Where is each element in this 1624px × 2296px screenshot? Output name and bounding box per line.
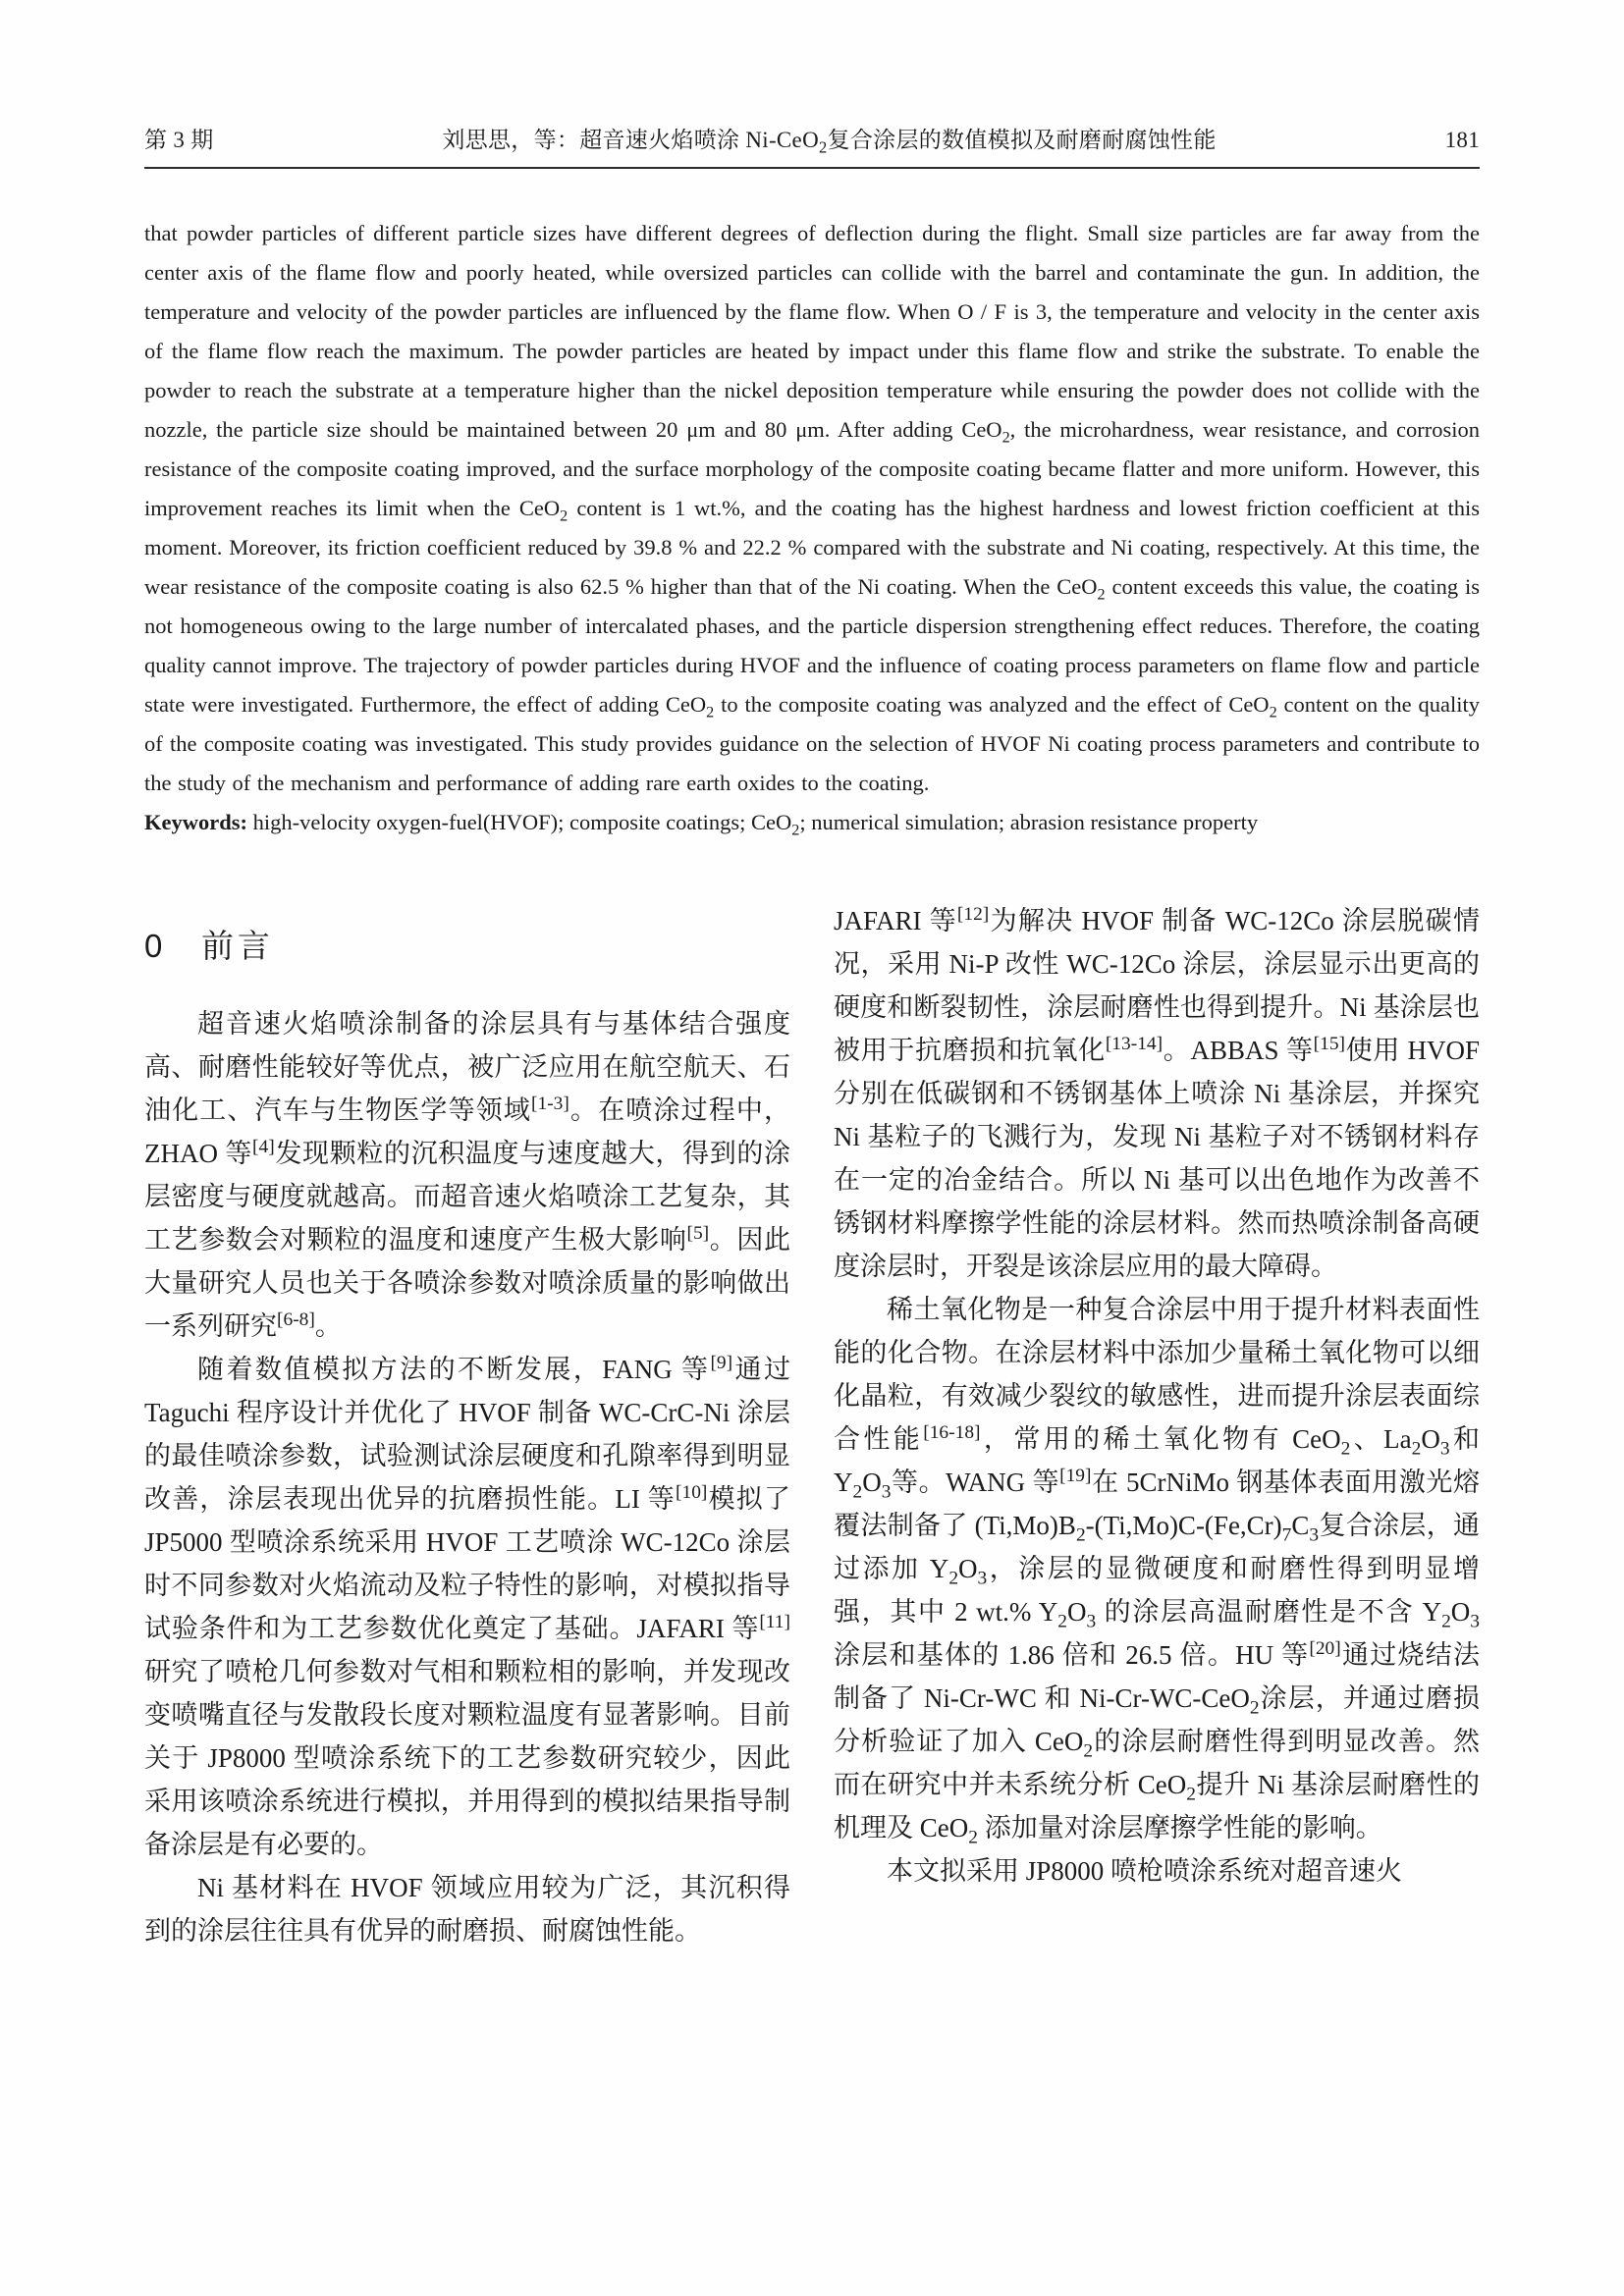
keywords-line xyxy=(144,803,1480,842)
page-content xyxy=(144,0,1480,1952)
paragraph: 超音速火焰喷涂制备的涂层具有与基体结合强度高、耐磨性能较好等优点，被广泛应用在航空航天、石油化工、汽车与生物医学等领域[1-3]。在喷涂过程中，ZHAO 等[4]发现颗粒的沉积温度与速度越大，得到的涂层密度与硬度就越高。而超音速火焰喷涂工艺复杂，其工艺参数会对颗粒的温度和速度产生极大影响[5]。因此大量研究人员也关于各喷涂参数对喷涂质量的影响做出一系列研究[6-8]。 xyxy=(144,1009,791,1341)
paragraph: 本文拟采用 JP8000 喷枪喷涂系统对超音速火 xyxy=(887,1856,1403,1886)
two-column-body xyxy=(144,899,1480,1952)
paragraph: JAFARI 等[12]为解决 HVOF 制备 WC-12Co 涂层脱碳情况，采用 Ni-P 改性 WC-12Co 涂层，涂层显示出更高的硬度和断裂韧性，涂层耐磨性也得到提升。Ni 基涂层也被用于抗磨损和抗氧化[13-14]。ABBAS 等[15]使用 HVOF 分别在低碳钢和不锈钢基体上喷涂 Ni 基涂层，并探究 Ni 基粒子的飞溅行为，发现 Ni 基粒子对不锈钢材料存在一定的冶金结合。所以 Ni 基可以出色地作为改善不锈钢材料摩擦学性能的涂层材料。然而热喷涂制备高硬度涂层时，开裂是该涂层应用的最大障碍。 xyxy=(834,904,1481,1281)
abstract-continuation: that powder particles of different particle sizes have different degrees of deflection during the flight. Small size particles are far away from the center axis of the flame flow and poorly heated, while oversized particles can collide with the barrel and contaminate the gun. In addition, the temperature and velocity of the powder particles are influenced by the flame flow. When O / F is 3, the temperature and velocity in the center axis of the flame flow reach the maximum. The powder particles are heated by impact under this flame flow and strike the substrate. To enable the powder to reach the substrate at a temperature higher than the nickel deposition temperature while ensuring the powder does not collide with the nozzle, the particle size should be maintained between 20 μm and 80 μm. After adding CeO$_2$, the microhardness, wear resistance, and corrosion resistance of the composite coating improved, and the surface morphology of the composite coating became flatter and more uniform. However, this improvement reaches its limit when the CeO$_2$ content is 1 wt.%, and the coating has the highest hardness and lowest friction coefficient at this moment. Moreover, its friction coefficient reduced by 39.8 % and 22.2 % compared with the substrate and Ni coating, respectively. At this time, the wear resistance of the composite coating is also 62.5 % higher than that of the Ni coating. When the CeO$_2$ content exceeds this value, the coating is not homogeneous owing to the large number of intercalated phases, and the particle dispersion strengthening effect reduces. Therefore, the coating quality cannot improve. The trajectory of powder particles during HVOF and the influence of coating process parameters on flame flow and particle state were investigated. Furthermore, the effect of adding CeO$_2$ to the composite coating was analyzed and the effect of CeO$_2$ content on the quality of the composite coating was investigated. This study provides guidance on the selection of HVOF Ni coating process parameters and contribute to the study of the mechanism and performance of adding rare earth oxides to the coating. xyxy=(144,221,1480,795)
section-number: 0 xyxy=(144,928,163,964)
section-heading-intro xyxy=(144,921,790,967)
paragraph: 稀土氧化物是一种复合涂层中用于提升材料表面性能的化合物。在涂层材料中添加少量稀土氧化物可以细化晶粒，有效减少裂纹的敏感性，进而提升涂层表面综合性能[16-18]，常用的稀土氧化物有 CeO$_2$、$La_2O_3$和 $Y_2O_3$等。WANG 等[19]在 5CrNiMo 钢基体表面用激光熔覆法制备了 $(Ti,Mo)B_2-(Ti,Mo)C-(Fe,Cr)_7C_3$复合涂层，通过添加 $Y_2O_3$，涂层的显微硬度和耐磨性得到明显增强，其中 2 wt.% $Y_2O_3$ 的涂层高温耐磨性是不含 $Y_2O_3$ 涂层和基体的 1.86 倍和 26.5 倍。HU 等[20]通过烧结法制备了 Ni-Cr-WC 和 Ni-Cr-WC-CeO$_2$涂层，并通过磨损分析验证了加入 CeO$_2$的涂层耐磨性得到明显改善。然而在研究中并未系统分析 CeO$_2$提升 Ni 基涂层耐磨性的机理及 CeO$_2$ 添加量对涂层摩擦学性能的影响。 xyxy=(834,1295,1481,1848)
paragraph: 随着数值模拟方法的不断发展，FANG 等[9]通过 Taguchi 程序设计并优化了 HVOF 制备 WC-CrC-Ni 涂层的最佳喷涂参数，试验测试涂层硬度和孔隙率得到明显改善，涂层表现出优异的抗磨损性能。LI 等[10]模拟了 JP5000 型喷涂系统采用 HVOF 工艺喷涂 WC-12Co 涂层时不同参数对火焰流动及粒子特性的影响，对模拟指导试验条件和为工艺参数优化奠定了基础。JAFARI 等[11]研究了喷枪几何参数对气相和颗粒相的影响，并发现改变喷嘴直径与发散段长度对颗粒温度有显著影响。目前关于 JP8000 型喷涂系统下的工艺参数研究较少，因此采用该喷涂系统进行模拟，并用得到的模拟结果指导制备涂层是有必要的。 xyxy=(144,1353,791,1859)
paragraph: Ni 基材料在 HVOF 领域应用较为广泛，其沉积得到的涂层往往具有优异的耐磨损、耐腐蚀性能。 xyxy=(144,1873,790,1946)
header-divider xyxy=(144,167,1480,169)
keywords-label: Keywords: xyxy=(144,810,247,834)
section-title: 前言 xyxy=(200,928,274,964)
keywords-text: high-velocity oxygen-fuel(HVOF); composite coatings; CeO$_2$; numerical simulation; abrasion resistance property xyxy=(247,810,1259,839)
journal-issue: 第 3 期 xyxy=(144,128,214,152)
page-header xyxy=(144,122,1480,157)
right-column xyxy=(834,899,1480,1952)
running-title: 刘思思，等：超音速火焰喷涂 Ni-CeO$_2$复合涂层的数值模拟及耐磨耐腐蚀性能 xyxy=(442,128,1217,157)
left-column xyxy=(144,899,790,1952)
page-number: 181 xyxy=(1444,128,1480,152)
